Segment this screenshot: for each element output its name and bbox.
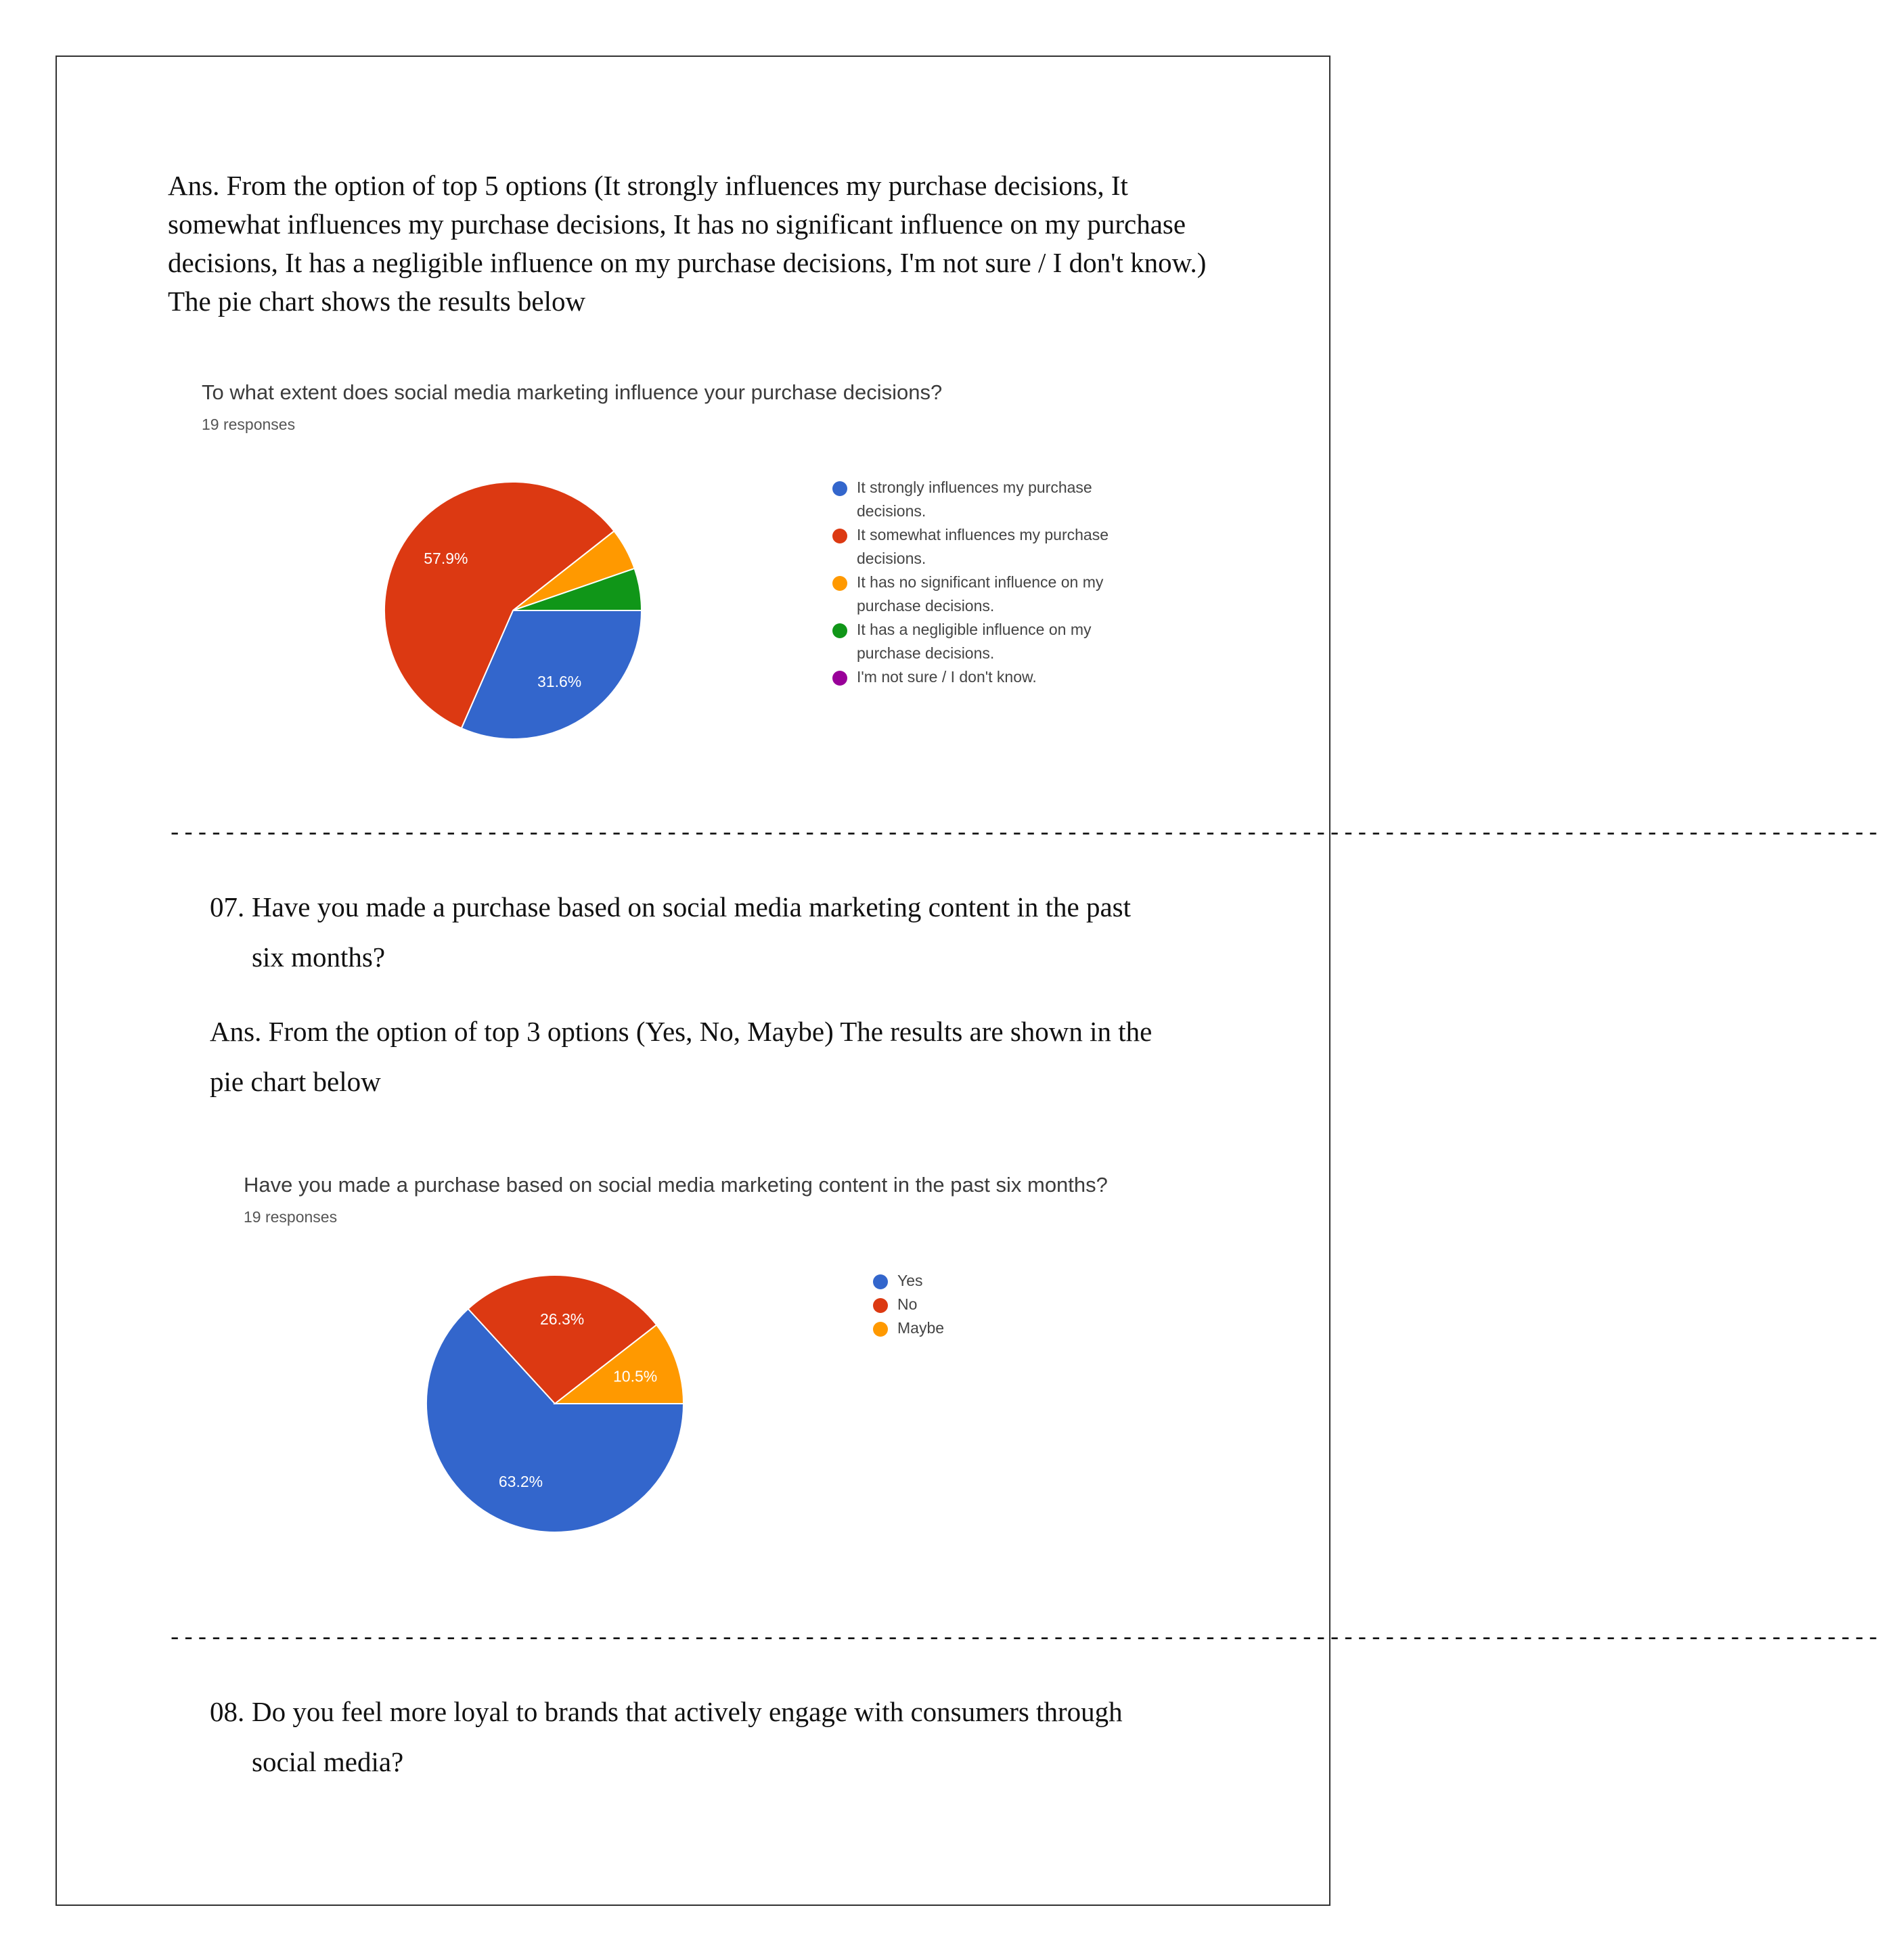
question-07-text: Have you made a purchase based on social media marketing content in the past	[252, 891, 1132, 922]
chart1-legend-label-2: It has no significant influence on my purchase decisions.	[857, 573, 1104, 615]
chart1-subtitle: 19 responses	[202, 416, 296, 433]
chart1-legend-item-2	[832, 571, 1157, 618]
chart1-legend-label-3: It has a negligible influence on my purchase decisions.	[857, 621, 1092, 662]
chart2-legend-label-0: Yes	[897, 1272, 923, 1289]
chart2-legend-item-0	[873, 1269, 1076, 1293]
question-08-number: 08.	[210, 1696, 245, 1727]
chart1-pie	[371, 468, 655, 753]
answer-paragraph-1: Ans. From the option of top 5 options (It strongly influences my purchase decisions, It somewhat influences my purchase decisions, It has no significant influence on my purchase decisions, It has a negligible influence on my purchase decisions, I'm not sure / I don't know.) The pie chart shows the results below	[168, 170, 1207, 317]
question-07-number: 07.	[210, 891, 245, 922]
chart2-subtitle: 19 responses	[244, 1208, 338, 1226]
chart1-legend-label-1: It somewhat influences my purchase decisions.	[857, 526, 1109, 567]
chart1-value-label-0: 31.6%	[537, 672, 582, 690]
chart2-legend-label-1: No	[897, 1295, 918, 1313]
chart1-title: To what extent does social media marketing influence your purchase decisions?	[202, 380, 943, 404]
question-07-line1	[210, 882, 1266, 932]
question-07-line2: six months?	[252, 941, 386, 973]
chart1-legend-item-1	[832, 523, 1157, 571]
chart1-legend-item-4	[832, 665, 1157, 689]
chart2-legend-item-1	[873, 1293, 1076, 1316]
answer-07-line1: Ans. From the option of top 3 options (Yes, No, Maybe) The results are shown in the	[210, 1016, 1152, 1047]
chart2-value-label-0: 63.2%	[498, 1472, 543, 1490]
chart2-pie	[413, 1262, 697, 1546]
chart1-legend-dot-1	[832, 529, 847, 543]
question-08-line1	[210, 1687, 1266, 1737]
chart2-title: Have you made a purchase based on social media marketing content in the past six months?	[244, 1173, 1108, 1197]
chart1-legend-item-0	[832, 476, 1157, 523]
chart1-value-label-1: 57.9%	[424, 550, 468, 568]
chart2-value-label-2: 10.5%	[613, 1367, 658, 1385]
question-08-line2: social media?	[252, 1746, 404, 1777]
question-08-text: Do you feel more loyal to brands that actively engage with consumers through	[252, 1696, 1123, 1727]
answer-07-line2: pie chart below	[210, 1066, 381, 1097]
chart1-legend-dot-0	[832, 481, 847, 496]
chart1-legend-dot-3	[832, 623, 847, 638]
chart1-legend-item-3	[832, 618, 1157, 665]
chart1-legend-label-4: I'm not sure / I don't know.	[857, 668, 1037, 686]
chart1-legend	[832, 476, 1157, 689]
chart2-legend-dot-2	[873, 1322, 888, 1337]
chart2-legend-label-2: Maybe	[897, 1319, 945, 1337]
chart1-legend-label-0: It strongly influences my purchase decisions.	[857, 478, 1092, 520]
chart2-legend-dot-1	[873, 1298, 888, 1313]
divider-1: ----------------------------------------------------------------------------------------------------------------------------	[168, 822, 1880, 847]
chart2-legend	[873, 1269, 1076, 1340]
chart2-legend-dot-0	[873, 1274, 888, 1289]
divider-2: ----------------------------------------------------------------------------------------------------------------------------	[168, 1626, 1880, 1652]
chart1-legend-dot-4	[832, 671, 847, 686]
chart2-legend-item-2	[873, 1316, 1076, 1340]
chart2-value-label-1: 26.3%	[540, 1310, 585, 1329]
chart1-legend-dot-2	[832, 576, 847, 591]
